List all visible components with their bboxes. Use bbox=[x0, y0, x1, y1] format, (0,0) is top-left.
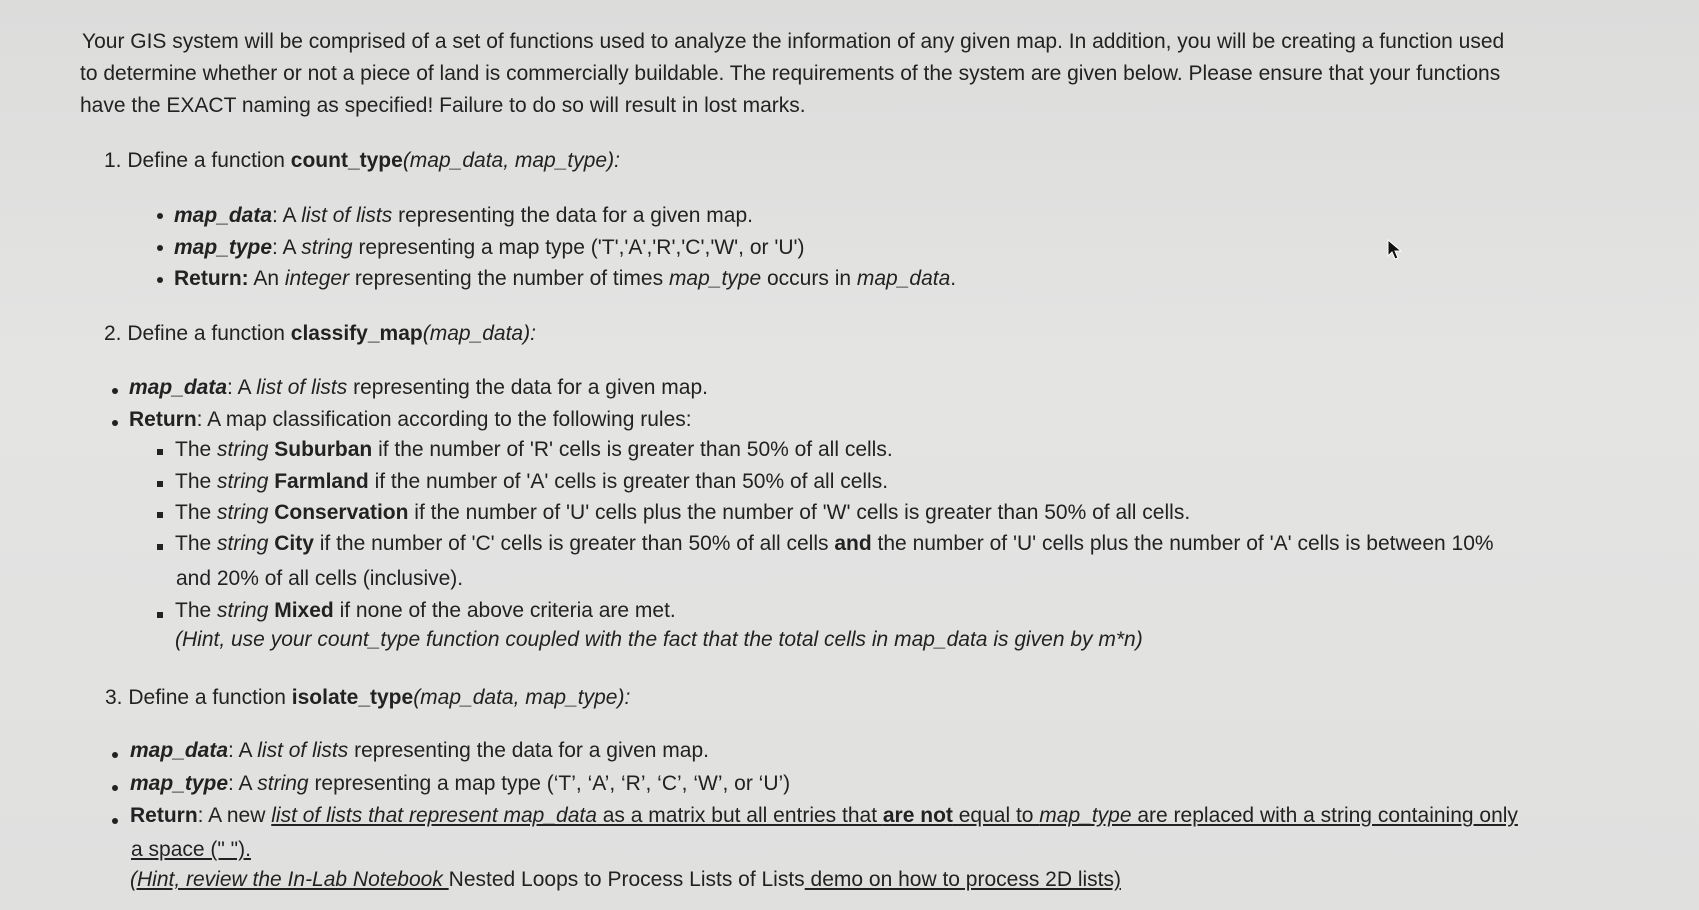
bullet-dot bbox=[112, 818, 118, 824]
mouse-pointer-icon bbox=[1386, 238, 1404, 267]
function-name: isolate_type bbox=[291, 686, 414, 709]
square-bullet bbox=[157, 512, 163, 518]
square-bullet bbox=[157, 449, 163, 455]
function-name: count_type bbox=[290, 149, 403, 172]
q2-hint: (Hint, use your count_type function coupled with the fact that the total cells in map_data is given by m*n) bbox=[175, 628, 1143, 651]
bullet-dot bbox=[112, 752, 118, 758]
q3-hint: (Hint, review the In-Lab Notebook Nested Loops to Process Lists of Lists demo on how to process 2D lists) bbox=[130, 868, 1121, 891]
rule-city-cont: and 20% of all cells (inclusive). bbox=[176, 567, 464, 590]
square-bullet bbox=[157, 544, 163, 550]
square-bullet bbox=[157, 612, 163, 618]
q2-bullet-return: Return: A map classification according to the following rules: bbox=[129, 408, 692, 431]
q1-bullet-map-type: map_type: A string representing a map type ('T','A','R','C','W', or 'U') bbox=[174, 236, 805, 259]
q2-bullet-map-data: map_data: A list of lists representing the data for a given map. bbox=[129, 376, 708, 399]
rule-suburban: The string Suburban if the number of 'R' cells is greater than 50% of all cells. bbox=[175, 438, 893, 461]
bullet-dot bbox=[157, 213, 163, 219]
bullet-dot bbox=[157, 245, 163, 251]
q1-heading: 1. Define a function count_type(map_data, map_type): bbox=[104, 149, 620, 172]
function-name: classify_map bbox=[290, 322, 423, 345]
rule-city: The string City if the number of 'C' cells is greater than 50% of all cells and the number of 'U' cells plus the number of 'A' cells is between 10% bbox=[175, 532, 1494, 555]
rule-conservation: The string Conservation if the number of 'U' cells plus the number of 'W' cells is greater than 50% of all cells. bbox=[175, 501, 1191, 524]
rule-mixed: The string Mixed if none of the above criteria are met. bbox=[175, 599, 676, 622]
intro-line-2: to determine whether or not a piece of land is commercially buildable. The requirements of the system are given below. Please ensure that your functions bbox=[80, 62, 1501, 85]
bullet-dot bbox=[112, 420, 118, 426]
intro-line-3: have the EXACT naming as specified! Failure to do so will result in lost marks. bbox=[80, 94, 806, 117]
bullet-dot bbox=[112, 388, 118, 394]
rule-farmland: The string Farmland if the number of 'A' cells is greater than 50% of all cells. bbox=[175, 470, 889, 493]
q1-bullet-return: Return: An integer representing the number of times map_type occurs in map_data. bbox=[174, 267, 957, 290]
q3-heading: 3. Define a function isolate_type(map_data, map_type): bbox=[105, 686, 631, 709]
q3-bullet-map-data: map_data: A list of lists representing the data for a given map. bbox=[130, 739, 709, 762]
q3-return-cont: a space (" "). bbox=[131, 838, 251, 861]
intro-line-1: Your GIS system will be comprised of a set of functions used to analyze the information of any given map. In addition, you will be creating a function used bbox=[82, 30, 1505, 53]
bullet-dot bbox=[157, 277, 163, 283]
q2-heading: 2. Define a function classify_map(map_data): bbox=[104, 322, 536, 345]
q3-bullet-return: Return: A new list of lists that represent map_data as a matrix but all entries that are not equal to map_type are replaced with a string containing only bbox=[130, 804, 1518, 827]
bullet-dot bbox=[112, 785, 118, 791]
square-bullet bbox=[157, 481, 163, 487]
q1-bullet-map-data: map_data: A list of lists representing the data for a given map. bbox=[174, 204, 753, 227]
q3-bullet-map-type: map_type: A string representing a map type (‘T’, ‘A’, ‘R’, ‘C’, ‘W’, or ‘U’) bbox=[130, 772, 791, 795]
